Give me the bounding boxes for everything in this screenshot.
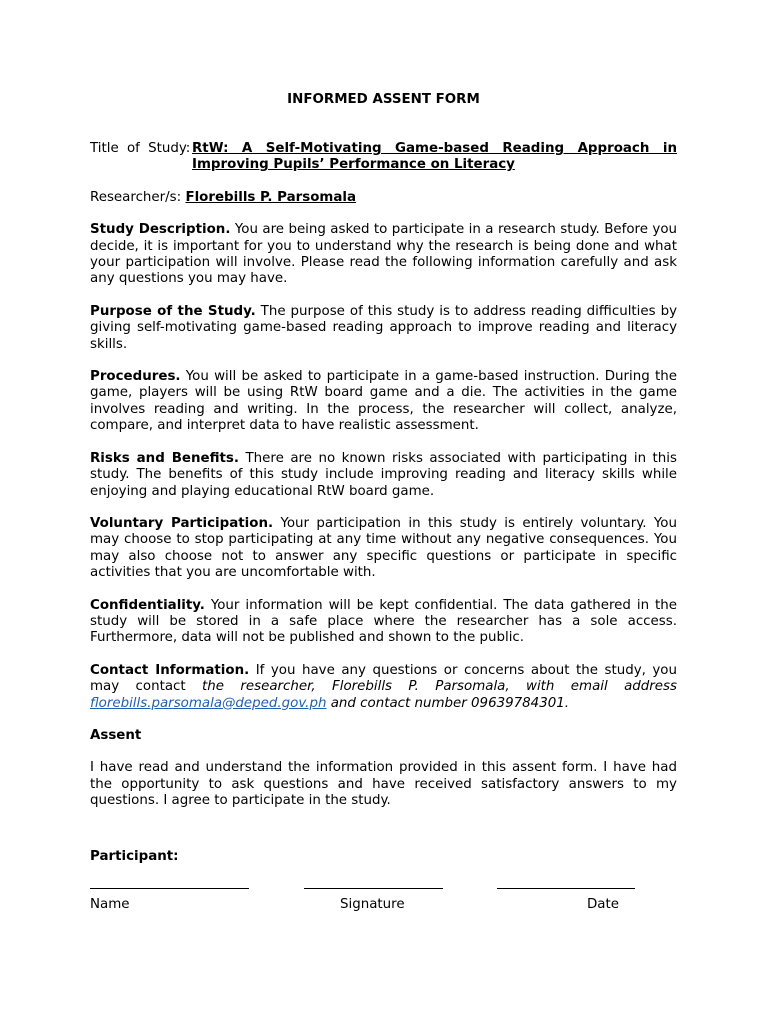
risks-heading: Risks and Benefits. — [90, 450, 239, 466]
confidentiality-text: Your information will be kept confidential. The data gathered in the study will be stored in a safe place where the researcher has a sole access. Furthermore, data will not be published and shown to the public. — [90, 597, 677, 646]
contact-section — [90, 663, 677, 712]
risks-section — [90, 451, 677, 500]
study-description-section — [90, 222, 677, 288]
risks-text: There are no known risks associated with participating in this study. The benefits of this study include improving reading and literacy skills while enjoying and playing educational RtW board game. — [90, 450, 677, 499]
voluntary-section — [90, 516, 677, 582]
procedures-heading: Procedures. — [90, 369, 181, 385]
researcher-row — [90, 190, 677, 206]
date-label: Date — [587, 897, 620, 912]
assent-text: I have read and understand the information provided in this assent form. I have had the opportunity to ask questions and have received satisfactory answers to my questions. I agree to participate in the study. — [90, 760, 677, 809]
researcher-name: Florebills P. Parsomala — [185, 189, 357, 205]
signature-label: Signature — [340, 897, 405, 912]
name-signature-line[interactable] — [90, 888, 249, 889]
researcher-label: Researcher/s: — [90, 189, 182, 205]
purpose-text: The purpose of this study is to address reading difficulties by giving self-motivating game-based reading approach to improve reading and literacy skills. — [90, 303, 677, 352]
purpose-heading: Purpose of the Study. — [90, 303, 256, 319]
study-description-text: You are being asked to participate in a research study. Before you decide, it is important for you to understand why the research is being done and what your participation will involve. Please read the following information carefully and ask any questions you may have. — [90, 222, 678, 287]
name-label: Name — [90, 897, 130, 912]
assent-heading: Assent — [90, 727, 142, 743]
date-signature-line[interactable] — [497, 888, 635, 889]
email-link[interactable]: florebills.parsomala@deped.gov.ph — [90, 695, 327, 711]
form-title: INFORMED ASSENT FORM — [287, 92, 480, 107]
participant-label: Participant: — [90, 849, 179, 864]
confidentiality-section — [90, 598, 677, 647]
signature-line[interactable] — [304, 888, 443, 889]
voluntary-text: Your participation in this study is entirely voluntary. You may choose to stop participating at any time without any negative consequences. You may also choose not to answer any specific questions or participate in specific activities that you are uncomfortable with. — [90, 515, 677, 581]
voluntary-heading: Voluntary Participation. — [90, 515, 274, 531]
confidentiality-heading: Confidentiality. — [90, 597, 205, 613]
contact-trailing-text: and contact number 09639784301. — [330, 695, 570, 711]
study-title-label: Title of Study: — [90, 141, 191, 156]
purpose-section — [90, 304, 677, 353]
study-title: RtW: A Self-Motivating Game-based Reading Approach in Improving Pupils’ Performance on Literacy — [192, 141, 677, 173]
contact-text: If you have any questions or concerns about the study, you may contact — [90, 662, 677, 695]
procedures-text: You will be asked to participate in a game-based instruction. During the game, players will be using RtW board game and a die. The activities in the game involves reading and writing. In the process, the researcher will collect, analyze, compare, and interpret data to have realistic assessment. — [90, 369, 677, 434]
contact-italic-text: the researcher, Florebills P. Parsomala, with email address — [202, 679, 677, 695]
form-content — [90, 92, 677, 810]
procedures-section — [90, 369, 677, 435]
contact-heading: Contact Information. — [90, 662, 250, 678]
study-description-heading: Study Description. — [90, 222, 231, 238]
study-title-row — [90, 141, 677, 174]
